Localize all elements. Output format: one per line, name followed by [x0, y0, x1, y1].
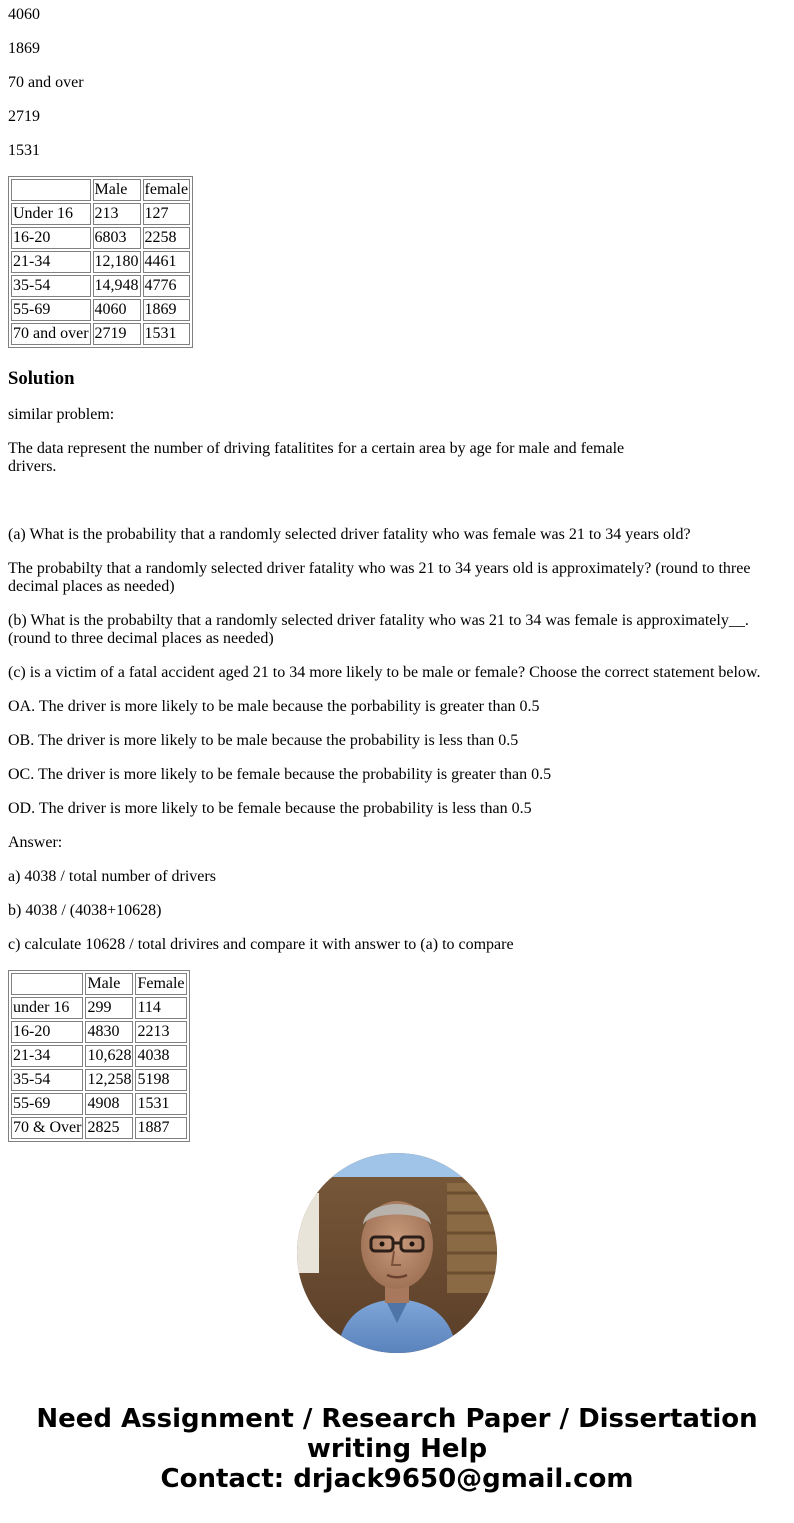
- table-cell: 70 and over: [11, 323, 91, 345]
- table-row: [11, 275, 190, 297]
- table-row: [11, 251, 190, 273]
- option-d: OD. The driver is more likely to be female because the probability is less than 0.5: [8, 800, 532, 817]
- question-b: (b) What is the probabilty that a randomly selected driver fatality who was 21 to 34 was female is approximately__. (round to three decimal places as needed): [8, 612, 749, 647]
- solution-heading: Solution: [8, 368, 75, 389]
- document-body: [8, 0, 786, 1158]
- table-cell: 35-54: [11, 275, 91, 297]
- table-row: [11, 203, 190, 225]
- table-cell: 1531: [135, 1093, 186, 1115]
- table-cell: 1869: [143, 299, 191, 321]
- table-cell: 16-20: [11, 1021, 83, 1043]
- table-cell: 4038: [135, 1045, 186, 1067]
- table-header-cell: Female: [135, 973, 186, 995]
- tutor-avatar: [297, 1153, 497, 1353]
- tutor-photo-illustration: [297, 1153, 497, 1353]
- option-b: OB. The driver is more likely to be male because the probability is less than 0.5: [8, 732, 519, 749]
- answer-a: a) 4038 / total number of drivers: [8, 868, 216, 885]
- blank-spacer: [8, 492, 786, 526]
- header-line-4: 2719: [8, 108, 40, 125]
- table-cell: 5198: [135, 1069, 186, 1091]
- table-cell: 2213: [135, 1021, 186, 1043]
- question-a-followup: The probabilty that a randomly selected driver fatality who was 21 to 34 years old is approximately? (round to three decimal places as needed): [8, 560, 751, 595]
- table-cell: 213: [93, 203, 141, 225]
- table-row: [11, 1117, 187, 1139]
- answer-label: Answer:: [8, 834, 63, 851]
- header-line-1: 4060: [8, 6, 40, 23]
- table-row: [11, 299, 190, 321]
- table-header-cell: Male: [93, 179, 141, 201]
- option-c: OC. The driver is more likely to be female because the probability is greater than 0.5: [8, 766, 552, 783]
- table-header-cell: [11, 973, 83, 995]
- question-a: (a) What is the probability that a randomly selected driver fatality who was female was 21 to 34 years old?: [8, 526, 691, 543]
- fatalities-table-1: [8, 176, 193, 348]
- table-cell: 4776: [143, 275, 191, 297]
- table-row: [11, 1069, 187, 1091]
- table-cell: 55-69: [11, 299, 91, 321]
- table-header-cell: female: [143, 179, 191, 201]
- promo-contact-line: Contact: drjack9650@gmail.com: [160, 1464, 634, 1494]
- table-row: [11, 1021, 187, 1043]
- table-cell: under 16: [11, 997, 83, 1019]
- table-cell: 14,948: [93, 275, 141, 297]
- promo-line-1: Need Assignment / Research Paper / Dissertation: [36, 1404, 758, 1434]
- table-cell: 12,180: [93, 251, 141, 273]
- answer-b: b) 4038 / (4038+10628): [8, 902, 162, 919]
- table-cell: 55-69: [11, 1093, 83, 1115]
- table-cell: 6803: [93, 227, 141, 249]
- table-cell: 16-20: [11, 227, 91, 249]
- answer-c: c) calculate 10628 / total drivires and compare it with answer to (a) to compare: [8, 936, 514, 953]
- table-cell: Under 16: [11, 203, 91, 225]
- table-row: [11, 1045, 187, 1067]
- table-cell: 21-34: [11, 251, 91, 273]
- table-cell: 10,628: [85, 1045, 133, 1067]
- table-cell: 2258: [143, 227, 191, 249]
- table-cell: 4060: [93, 299, 141, 321]
- similar-problem-label: similar problem:: [8, 406, 115, 423]
- table-cell: 299: [85, 997, 133, 1019]
- table-cell: 21-34: [11, 1045, 83, 1067]
- table-cell: 2719: [93, 323, 141, 345]
- table-header-row: [11, 973, 187, 995]
- table-cell: 70 & Over: [11, 1117, 83, 1139]
- header-line-2: 1869: [8, 40, 40, 57]
- table-row: [11, 1093, 187, 1115]
- table-header-row: [11, 179, 190, 201]
- problem-description: The data represent the number of driving fatalitites for a certain area by age for male and female drivers.: [8, 440, 625, 475]
- promo-line-2: writing Help: [306, 1434, 488, 1464]
- option-a: OA. The driver is more likely to be male because the porbability is greater than 0.5: [8, 698, 540, 715]
- fatalities-table-2: [8, 970, 190, 1142]
- table-cell: 4830: [85, 1021, 133, 1043]
- header-line-5: 1531: [8, 142, 40, 159]
- promo-banner: [0, 1404, 794, 1494]
- header-line-3: 70 and over: [8, 74, 84, 91]
- table-header-cell: Male: [85, 973, 133, 995]
- table-cell: 1887: [135, 1117, 186, 1139]
- table-cell: 127: [143, 203, 191, 225]
- table-cell: 12,258: [85, 1069, 133, 1091]
- table-cell: 4908: [85, 1093, 133, 1115]
- table-cell: 4461: [143, 251, 191, 273]
- question-c: (c) is a victim of a fatal accident aged 21 to 34 more likely to be male or female? Choose the correct statement below.: [8, 664, 761, 681]
- table-row: [11, 997, 187, 1019]
- table-cell: 2825: [85, 1117, 133, 1139]
- table-cell: 1531: [143, 323, 191, 345]
- table-header-cell: [11, 179, 91, 201]
- table-cell: 114: [135, 997, 186, 1019]
- table-cell: 35-54: [11, 1069, 83, 1091]
- table-row: [11, 227, 190, 249]
- table-row: [11, 323, 190, 345]
